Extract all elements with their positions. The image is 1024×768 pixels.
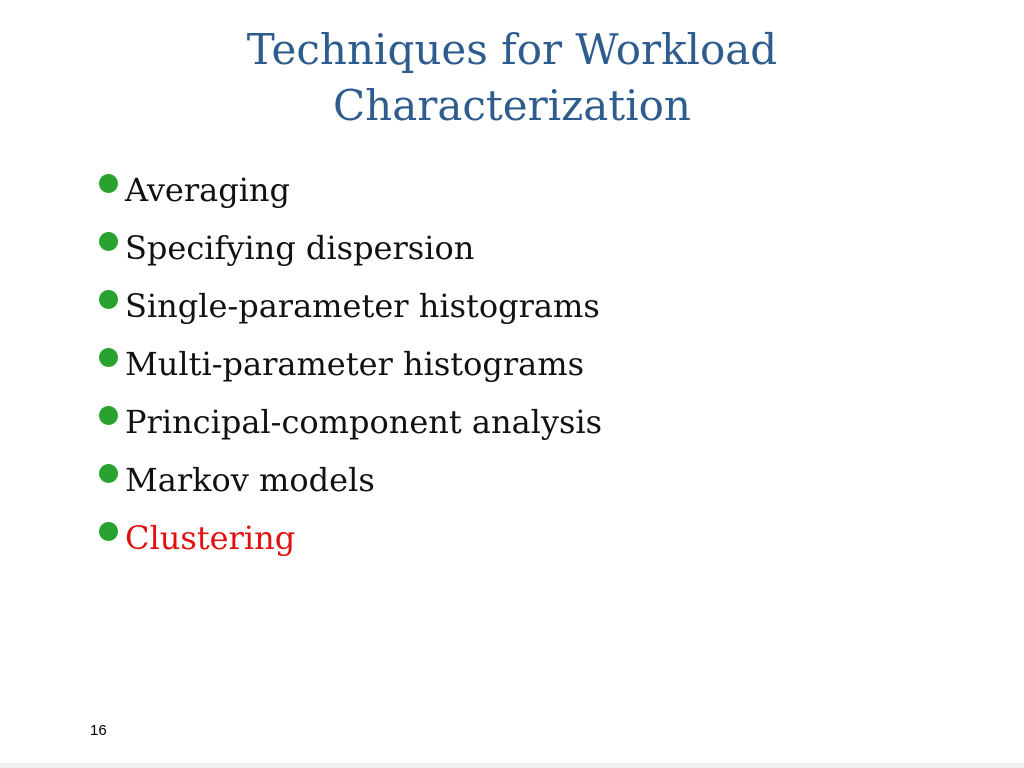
bullet-text: Specifying dispersion (125, 229, 475, 267)
bullet-dot-icon (99, 406, 118, 425)
bullet-dot-icon (99, 174, 118, 193)
bullet-text: Single-parameter histograms (125, 287, 600, 325)
bullet-text: Markov models (125, 461, 375, 499)
bullet-dot-icon (99, 348, 118, 367)
slide-title (0, 22, 1024, 134)
page-number: 16 (90, 722, 107, 739)
title-line-1: Techniques for Workload (246, 25, 778, 74)
bullet-text: Averaging (125, 171, 291, 209)
bottom-rule (0, 763, 1024, 768)
bullet-dot-icon (99, 232, 118, 251)
bullet-text-highlighted: Clustering (125, 519, 296, 557)
title-line-2: Characterization (333, 81, 691, 130)
bullet-dot-icon (99, 464, 118, 483)
bullet-text: Multi-parameter histograms (125, 345, 585, 383)
bullet-dot-icon (99, 290, 118, 309)
bullet-dot-icon (99, 522, 118, 541)
bullet-text: Principal-component analysis (125, 403, 603, 441)
